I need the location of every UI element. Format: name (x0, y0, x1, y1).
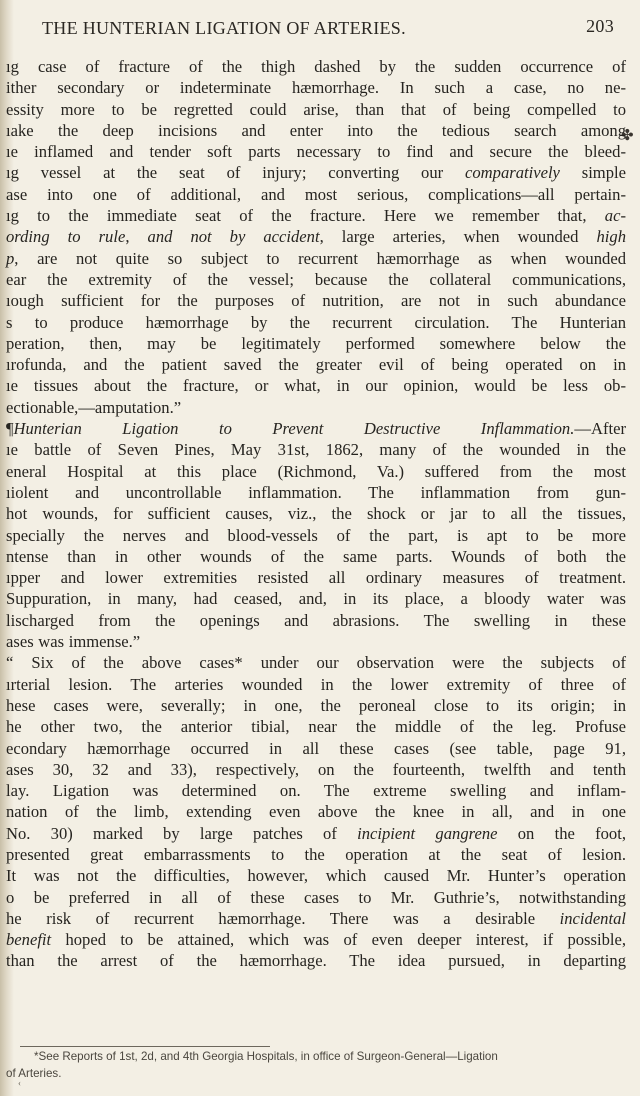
text-line (6, 801, 626, 822)
text-line (6, 738, 626, 759)
text-run: eneral Hospital at this place (Richmond, Va.) suffered from the most (6, 461, 626, 481)
text-line (6, 929, 626, 950)
italic-text: and not by accident (147, 227, 320, 247)
text-run: , large arteries, when wounded (319, 227, 597, 247)
text-line (6, 695, 626, 716)
text-line (6, 184, 626, 205)
text-run: ıe battle of Seven Pines, May 31st, 1862, many of the wounded in the (6, 440, 626, 460)
text-run: “ Six of the above cases* under our observation were the subjects of (6, 653, 626, 673)
italic-text: p (6, 248, 15, 268)
italic-text: incipient gangrene (357, 823, 498, 843)
text-line (6, 99, 626, 120)
text-line (6, 503, 626, 524)
text-line (6, 77, 626, 98)
text-run: nation of the limb, extending even above the knee in all, and in one (6, 802, 626, 822)
text-run: hoped to be attained, which was of even deeper interest, if possible, (51, 930, 626, 950)
text-line (6, 716, 626, 737)
text-run: ıg to the immediate seat of the fracture. Here we remember that, (6, 206, 605, 226)
text-run: , are not quite so subject to recurrent hæmorrhage as when wounded (14, 248, 626, 268)
text-line (6, 290, 626, 311)
running-title: THE HUNTERIAN LIGATION OF ARTERIES. (42, 18, 406, 38)
text-line (6, 759, 626, 780)
text-line (6, 567, 626, 588)
text-line (6, 950, 626, 971)
text-run: ırofunda, and the patient saved the greater evil of being operated on in (6, 355, 626, 375)
text-line (6, 461, 626, 482)
text-line (6, 865, 626, 886)
text-run: ıiolent and uncontrollable inflammation. The inflammation from gun- (6, 482, 626, 502)
text-line (6, 887, 626, 908)
text-line (6, 610, 626, 631)
italic-text: incidental (559, 908, 626, 928)
text-line (6, 482, 626, 503)
text-run: ases 30, 32 and 33), respectively, on the fourteenth, twelfth and tenth (6, 759, 626, 779)
text-run: ntense than in other wounds of the same parts. Wounds of both the (6, 546, 626, 566)
body-text (6, 56, 626, 972)
text-run: hese cases were, severally; in one, the peroneal close to its origin; in (6, 695, 626, 715)
text-line (6, 823, 626, 844)
text-run: ectionable,—amputation.” (6, 397, 182, 417)
text-run: It was not the difficulties, however, which caused Mr. Hunter’s operation (6, 866, 626, 886)
text-line (6, 418, 626, 439)
text-run: ıake the deep incisions and enter into the tedious search among (6, 120, 626, 140)
text-run: ases was immense.” (6, 632, 141, 652)
running-header (40, 14, 614, 40)
text-line (6, 652, 626, 673)
text-line (6, 588, 626, 609)
text-run: ıe tissues about the fracture, or what, in our opinion, would be less ob- (6, 376, 626, 396)
italic-text: comparatively (465, 163, 560, 183)
text-run: No. 30) marked by large patches of (6, 823, 358, 843)
text-run: presented great embarrassments to the operation at the seat of lesion. (6, 844, 626, 864)
text-run: ither secondary or indeterminate hæmorrhage. In such a case, no ne- (6, 78, 626, 98)
text-run: s to produce hæmorrhage by the recurrent circulation. The Hunterian (6, 312, 626, 332)
text-run: ıough sufficient for the purposes of nutrition, are not in such abundance (6, 291, 626, 311)
stray-print-mark: ‹ (18, 1078, 21, 1088)
footnote-line: of Arteries. (6, 1067, 62, 1080)
text-run: lischarged from the openings and abrasions. The swelling in these (6, 610, 626, 630)
text-line (6, 269, 626, 290)
text-run: Suppuration, in many, had ceased, and, in its place, a bloody water was (6, 589, 626, 609)
text-line (6, 162, 626, 183)
text-run: o be preferred in all of these cases to Mr. Guthrie’s, notwithstanding (6, 887, 626, 907)
text-line (6, 226, 626, 247)
page-number: 203 (586, 16, 614, 36)
italic-text: benefit (6, 930, 52, 950)
text-run: on the foot, (497, 823, 626, 843)
text-line (6, 248, 626, 269)
text-run: lay. Ligation was determined on. The extreme swelling and inflam- (6, 781, 626, 801)
text-run: simple (559, 163, 626, 183)
text-run: essity more to be regretted could arise, than that of being compelled to (6, 99, 626, 119)
footnote-line: *See Reports of 1st, 2d, and 4th Georgia Hospitals, in office of Surgeon-General—Ligation (34, 1050, 498, 1063)
text-line (6, 141, 626, 162)
text-run: he other two, the anterior tibial, near the middle of the leg. Profuse (6, 717, 626, 737)
text-line (6, 844, 626, 865)
text-line (6, 375, 626, 396)
text-run: —After (574, 419, 626, 439)
text-line (6, 56, 626, 77)
text-line (6, 546, 626, 567)
text-run: ıg vessel at the seat of injury; converting our (6, 163, 465, 183)
text-line (6, 205, 626, 226)
text-run: than the arrest of the hæmorrhage. The idea pursued, in departing (6, 951, 626, 971)
text-run: specially the nerves and blood-vessels of the part, is apt to be more (6, 525, 626, 545)
text-run: he risk of recurrent hæmorrhage. There was a desirable (6, 908, 560, 928)
text-run: hot wounds, for sufficient causes, viz., the shock or jar to all the tissues, (6, 504, 626, 524)
italic-text: ording to rule (6, 227, 126, 247)
margin-ornament: ✤ (621, 128, 634, 144)
text-run: , (125, 227, 148, 247)
footnote (6, 1048, 626, 1082)
text-line (6, 439, 626, 460)
text-line (6, 631, 626, 652)
text-line (6, 312, 626, 333)
italic-text: Hunterian Ligation to Prevent Destructive Inflammation. (13, 419, 575, 439)
text-run: peration, then, may be legitimately performed somewhere below the (6, 333, 626, 353)
text-run: ase into one of additional, and most serious, complications—all pertain- (6, 184, 626, 204)
footnote-rule (20, 1046, 270, 1047)
text-run: ıpper and lower extremities resisted all ordinary measures of treatment. (6, 568, 626, 588)
text-line (6, 674, 626, 695)
text-line (6, 908, 626, 929)
text-line (6, 333, 626, 354)
text-run: ıe inflamed and tender soft parts necessary to find and secure the bleed- (6, 142, 626, 162)
text-run: ear the extremity of the vessel; because the collateral communications, (6, 269, 626, 289)
text-run: ırterial lesion. The arteries wounded in the lower extremity of three of (6, 674, 626, 694)
text-line (6, 525, 626, 546)
text-run: econdary hæmorrhage occurred in all these cases (see table, page 91, (6, 738, 626, 758)
italic-text: high (596, 227, 626, 247)
text-run: ıg case of fracture of the thigh dashed by the sudden occurrence of (6, 57, 626, 76)
text-line (6, 120, 626, 141)
text-line (6, 780, 626, 801)
text-line (6, 397, 626, 418)
text-run: ¶ (6, 419, 14, 439)
text-line (6, 354, 626, 375)
italic-text: ac- (604, 206, 626, 226)
